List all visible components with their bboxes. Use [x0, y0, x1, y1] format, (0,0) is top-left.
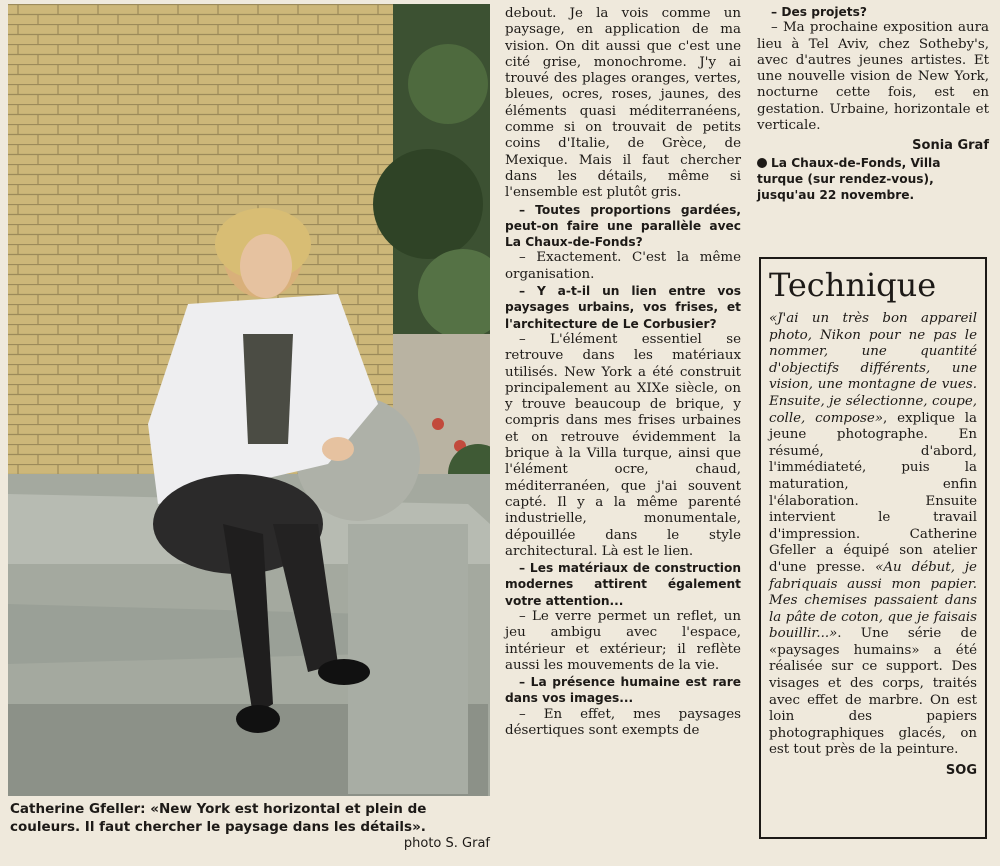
question: – Les matériaux de construction modernes attirent également votre attention...: [505, 561, 741, 608]
portrait-illustration: [8, 4, 490, 796]
exhibition-text: La Chaux-de-Fonds, Villa turque (sur rendez-vous), jusqu'au 22 novembre.: [757, 155, 941, 202]
interview-column-1: [505, 6, 741, 739]
technique-signature: SOG: [945, 763, 977, 779]
answer: – Exactement. C'est la même organisation.: [505, 250, 741, 282]
exhibition-info: [757, 155, 989, 203]
question: – La présence humaine est rare dans vos images...: [505, 675, 741, 706]
technique-text-2: . Une série de «paysages humains» a été réalisée sur ce support. Des visages et des corps, traités avec effet de marbre. On est loin des papiers photographiques glacés, on est tout près de la peinture.: [769, 626, 977, 758]
question: – Des projets?: [771, 5, 867, 19]
interview-column-2: [757, 4, 989, 203]
answer: – L'élément essentiel se retrouve dans les matériaux utilisés. New York a été construit principalement au XIXe siècle, on y trouve beaucoup de brique, y compris dans mes frises urbaines et on retrouve évidemment la brique à la Villa turque, ainsi que l'élément ocre, chaud, méditerranéen, que j'ai souvent capté. Il y a la même parenté industrielle, monumentale, dépouillée dans le style architectural. Là est le lien.: [505, 331, 741, 559]
photo-credit: photo S. Graf: [403, 836, 490, 851]
technique-title: Technique: [769, 266, 937, 304]
technique-quote-1: «J'ai un très bon appareil photo, Nikon pour ne pas le nommer, une quantité d'objectifs différents, une vision, une montagne de vues. Ensuite, je sélectionne, coupe, colle, compose»: [769, 311, 977, 426]
answer: – Ma prochaine exposition aura lieu à Tel Aviv, chez Sotheby's, avec d'autres jeunes artistes. Et une nouvelle vision de New York, nocturne cette fois, est en gestation. Urbaine, horizontale et verticale.: [757, 20, 989, 134]
technique-quote-2: «Au début, je fabriquais aussi mon papier. Mes chemises passaient dans la pâte de coton, que je faisais bouillir...»: [769, 559, 977, 642]
photo-caption: Catherine Gfeller: «New York est horizontal et plein de couleurs. Il faut chercher le paysage dans les détails».: [10, 801, 427, 835]
question: – Toutes proportions gardées, peut-on faire une parallèle avec La Chaux-de-Fonds?: [505, 202, 741, 250]
technique-box: [759, 257, 987, 839]
answer: – En effet, mes paysages désertiques sont exempts de: [505, 706, 741, 739]
bullet-icon: [757, 158, 767, 168]
paragraph: debout. Je la vois comme un paysage, en application de ma vision. On dit aussi que c'est une cité grise, monochrome. J'y ai trouvé des plages oranges, vertes, bleues, ocres, roses, jaunes, des éléments quasi méditerranéens, comme si on trouvait de petits coins d'Italie, de Grèce, de Mexique. Mais il faut chercher dans les détails, même si l'ensemble est plutôt gris.: [505, 6, 741, 201]
answer: – Le verre permet un reflet, un jeu ambigu avec l'espace, intérieur et extérieur; il reflète aussi les mouvements de la vie.: [505, 608, 741, 673]
technique-body: [769, 311, 977, 759]
author-signature: Sonia Graf: [912, 138, 989, 154]
question: – Y a-t-il un lien entre vos paysages urbains, vos frises, et l'architecture de Le Corbusier?: [505, 284, 741, 331]
portrait-photo: [8, 4, 490, 796]
technique-text-1: , explique la jeune photographe. En résumé, d'abord, l'immédiateté, puis la maturation, enfin l'élaboration. Ensuite intervient le travail d'impression. Catherine Gfeller a équipé son atelier d'une presse.: [769, 410, 977, 575]
